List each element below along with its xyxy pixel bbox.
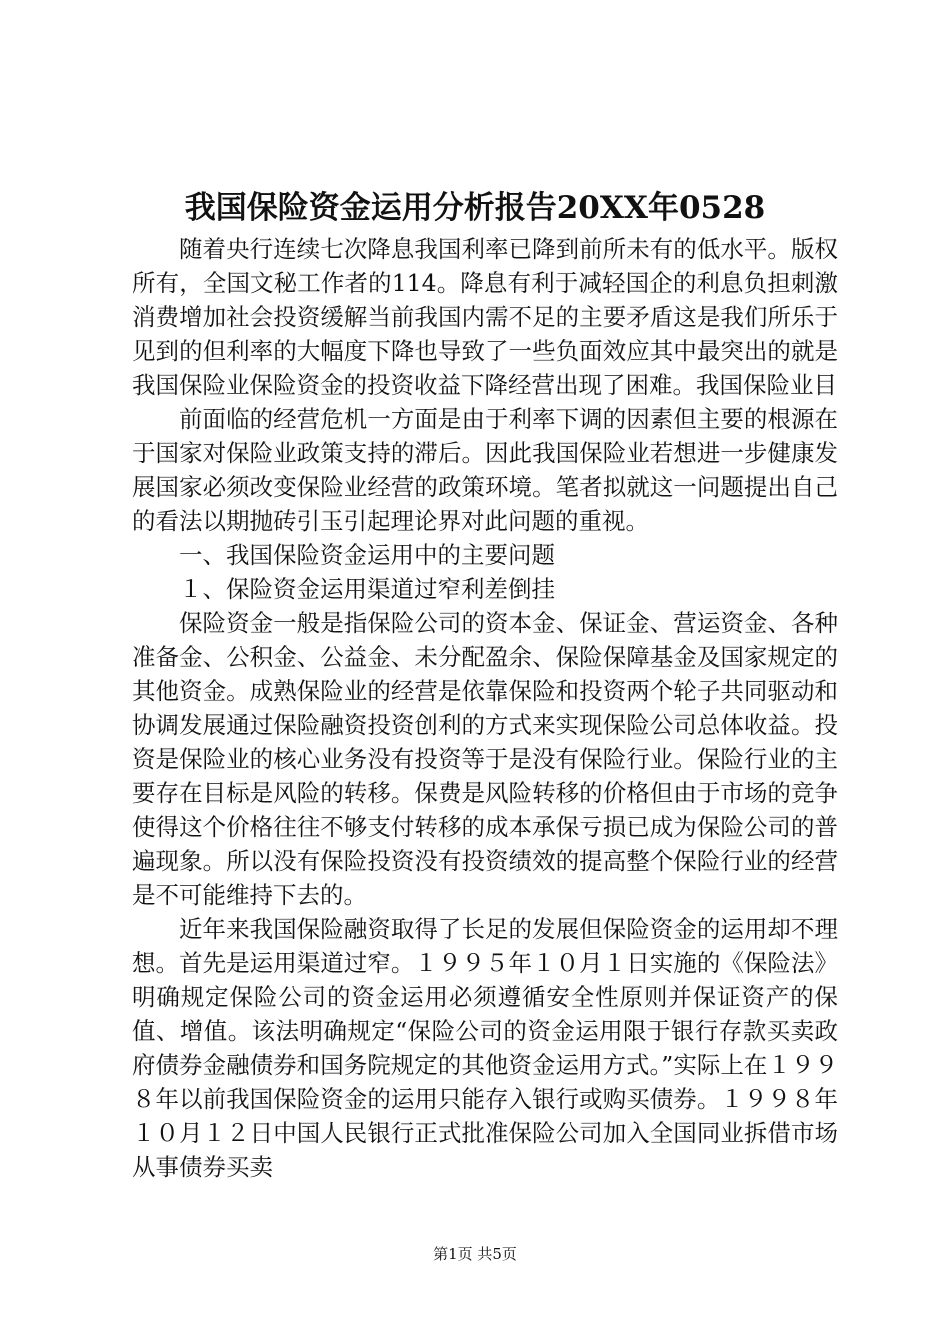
page-footer: 第1页 共5页	[433, 1245, 517, 1263]
paragraph-1: 随着央行连续七次降息我国利率已降到前所未有的低水平。版权所有，全国文秘工作者的114。降息有利于减轻国企的利息负担刺激消费增加社会投资缓解当前我国内需不足的主要矛盾这是我们所乐于见到的但利率的大幅度下降也导致了一些负面效应其中最突出的就是我国保险业保险资金的投资收益下降经营出现了困难。我国保险业目	[132, 235, 838, 399]
paragraph-3: 保险资金一般是指保险公司的资本金、保证金、营运资金、各种准备金、公积金、公益金、未分配盈余、保险保障基金及国家规定的其他资金。成熟保险业的经营是依靠保险和投资两个轮子共同驱动和协调发展通过保险融资投资创利的方式来实现保险公司总体收益。投资是保险业的核心业务没有投资等于是没有保险行业。保险行业的主要存在目标是风险的转移。保费是风险转移的价格但由于市场的竞争使得这个价格往往不够支付转移的成本承保亏损已成为保险公司的普遍现象。所以没有保险投资没有投资绩效的提高整个保险行业的经营是不可能维持下去的。	[132, 609, 838, 909]
section-heading-2: １、保险资金运用渠道过窄利差倒挂	[179, 575, 555, 603]
paragraph-2: 前面临的经营危机一方面是由于利率下调的因素但主要的根源在于国家对保险业政策支持的滞后。因此我国保险业若想进一步健康发展国家必须改变保险业经营的政策环境。笔者拟就这一问题提出自己的看法以期抛砖引玉引起理论界对此问题的重视。	[132, 405, 838, 535]
paragraph-4: 近年来我国保险融资取得了长足的发展但保险资金的运用却不理想。首先是运用渠道过窄。１９９５年１０月１日实施的《保险法》明确规定保险公司的资金运用必须遵循安全性原则并保证资产的保值、增值。该法明确规定“保险公司的资金运用限于银行存款买卖政府债券金融债券和国务院规定的其他资金运用方式。”实际上在１９９８年以前我国保险资金的运用只能存入银行或购买债券。１９９８年１０月１２日中国人民银行正式批准保险公司加入全国同业拆借市场从事债券买卖	[132, 915, 838, 1181]
section-heading-1: 一、我国保险资金运用中的主要问题	[179, 541, 555, 569]
document-body	[132, 232, 838, 1184]
document-title: 我国保险资金运用分析报告20XX年0528	[184, 190, 766, 226]
